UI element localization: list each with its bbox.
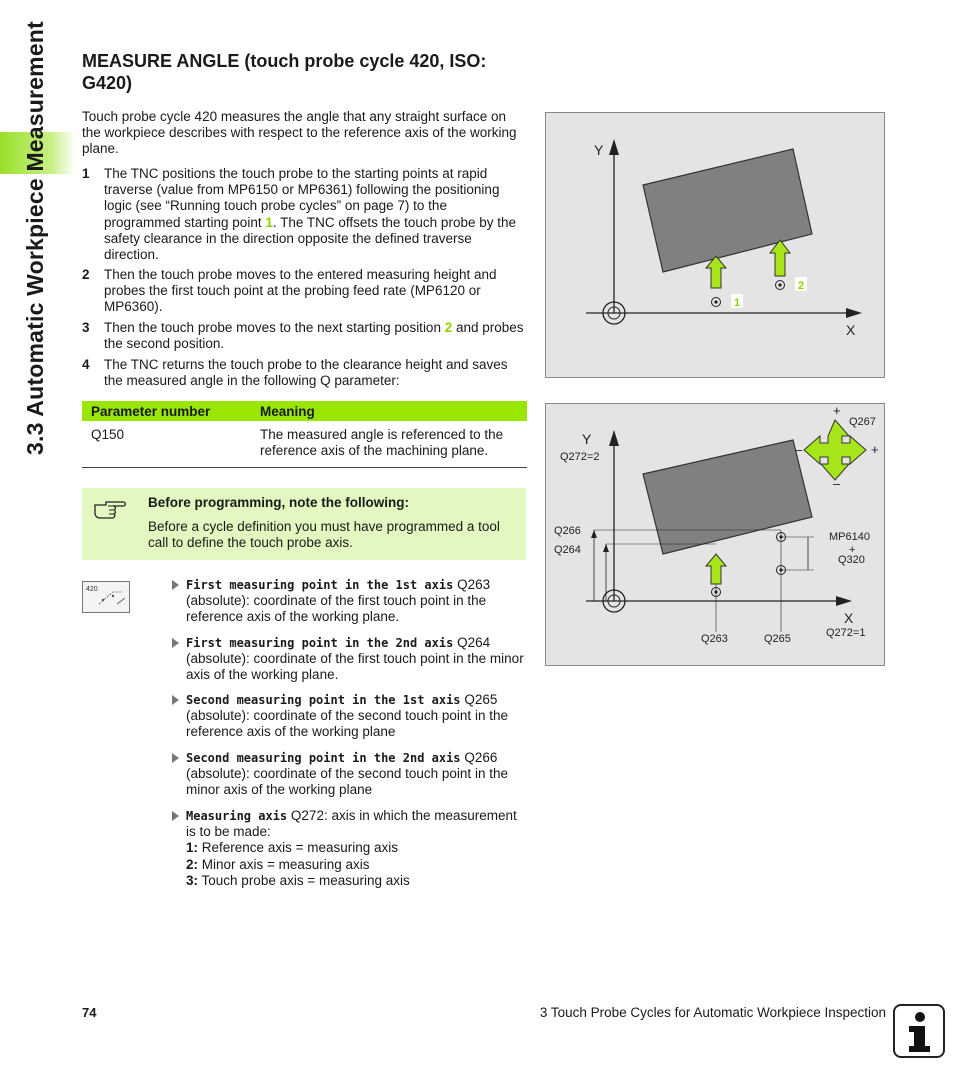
svg-text:Q264: Q264: [554, 544, 581, 556]
param-q266: Second measuring point in the 2nd axis Q266 (absolute): coordinate of the second touch point in the minor axis of the working plane: [172, 750, 527, 799]
workpiece: [643, 149, 812, 272]
svg-text:420: 420: [86, 586, 98, 593]
note-heading: Before programming, note the following:: [148, 495, 409, 510]
svg-text:Q320: Q320: [838, 554, 865, 566]
param-q265: Second measuring point in the 1st axis Q265 (absolute): coordinate of the second touch point in the reference axis of the working plane: [172, 692, 527, 741]
svg-text:Q272=2: Q272=2: [560, 451, 600, 463]
step-4: 4 The TNC returns the touch probe to the clearance height and saves the measured angle in the following Q parameter:: [82, 357, 508, 389]
note-box: [82, 488, 526, 560]
step-2: 2 Then the touch probe moves to the entered measuring height and probes the first touch point at the probing feed rate (MP6120 or MP6360).: [82, 267, 497, 315]
svg-text:Q266: Q266: [554, 525, 581, 537]
table-header: Parameter number: [82, 401, 251, 421]
chapter-footer: 3 Touch Probe Cycles for Automatic Workpiece Inspection: [539, 1005, 886, 1020]
x-axis-label: X: [846, 322, 856, 338]
param-q272: Measuring axis Q272: axis in which the measurement is to be made: 1: Reference axis = measuring axis 2: Minor axis = measuring axis 3: Touch probe axis = measuring axis: [172, 808, 527, 889]
probe-arrow-1: [706, 554, 726, 584]
axis-option: 3: Touch probe axis = measuring axis: [186, 872, 410, 888]
point-label-2: 2: [798, 280, 805, 292]
intro-text: Touch probe cycle 420 measures the angle that any straight surface on the workpiece describes with respect to the reference axis of the working plane.: [82, 109, 517, 157]
cycle-420-icon: [82, 581, 130, 613]
table-row: [82, 421, 527, 468]
svg-text:+: +: [833, 404, 841, 418]
pointing-hand-icon: [92, 496, 128, 522]
x-axis-label: X: [844, 610, 854, 626]
figure-parameters: [545, 403, 885, 666]
svg-text:MP6140: MP6140: [829, 531, 870, 543]
note-body: Before a cycle definition you must have programmed a tool call to define the touch probe axis.: [148, 519, 500, 551]
step-3: 3 Then the touch probe moves to the next starting position 2 and probes the second position.: [82, 320, 524, 352]
svg-text:–: –: [795, 442, 803, 457]
param-q264: First measuring point in the 2nd axis Q264 (absolute): coordinate of the first touch point in the minor axis of the working plane.: [172, 635, 527, 684]
probe-arrow-2: [770, 240, 790, 276]
svg-text:Q263: Q263: [701, 633, 728, 645]
direction-arrows-icon: [804, 420, 866, 480]
page-number: 74: [82, 1005, 97, 1020]
point-label-1: 1: [734, 297, 741, 309]
svg-text:Q272=1: Q272=1: [826, 627, 866, 639]
svg-text:–: –: [833, 476, 841, 491]
parameter-table: [82, 401, 527, 468]
svg-text:Q267: Q267: [849, 416, 876, 428]
svg-text:+: +: [871, 442, 879, 457]
table-header: Meaning: [251, 401, 527, 421]
info-icon: [893, 1004, 945, 1058]
axis-option: 2: Minor axis = measuring axis: [186, 856, 370, 872]
table-cell: The measured angle is referenced to the reference axis of the machining plane.: [251, 421, 527, 468]
y-axis-label: Y: [594, 142, 604, 158]
y-axis-label: Y: [582, 431, 592, 447]
svg-text:+: +: [849, 544, 856, 556]
param-q263: First measuring point in the 1st axis Q263 (absolute): coordinate of the first touch point in the reference axis of the working plane.: [172, 577, 527, 626]
page-title: MEASURE ANGLE (touch probe cycle 420, ISO: G420): [82, 51, 487, 93]
step-1: 1 The TNC positions the touch probe to the starting points at rapid traverse (value from MP6150 or MP6361) following the positioning logic (see “Running touch probe cycles” on page 7) to the programmed starting point 1. The TNC offsets the touch probe by the safety clearance in the direction opposite the defined traverse direction.: [82, 166, 516, 263]
figure-probing-points: [545, 112, 885, 378]
svg-text:Q265: Q265: [764, 633, 791, 645]
table-cell: Q150: [82, 421, 251, 468]
axis-option: 1: Reference axis = measuring axis: [186, 840, 398, 856]
